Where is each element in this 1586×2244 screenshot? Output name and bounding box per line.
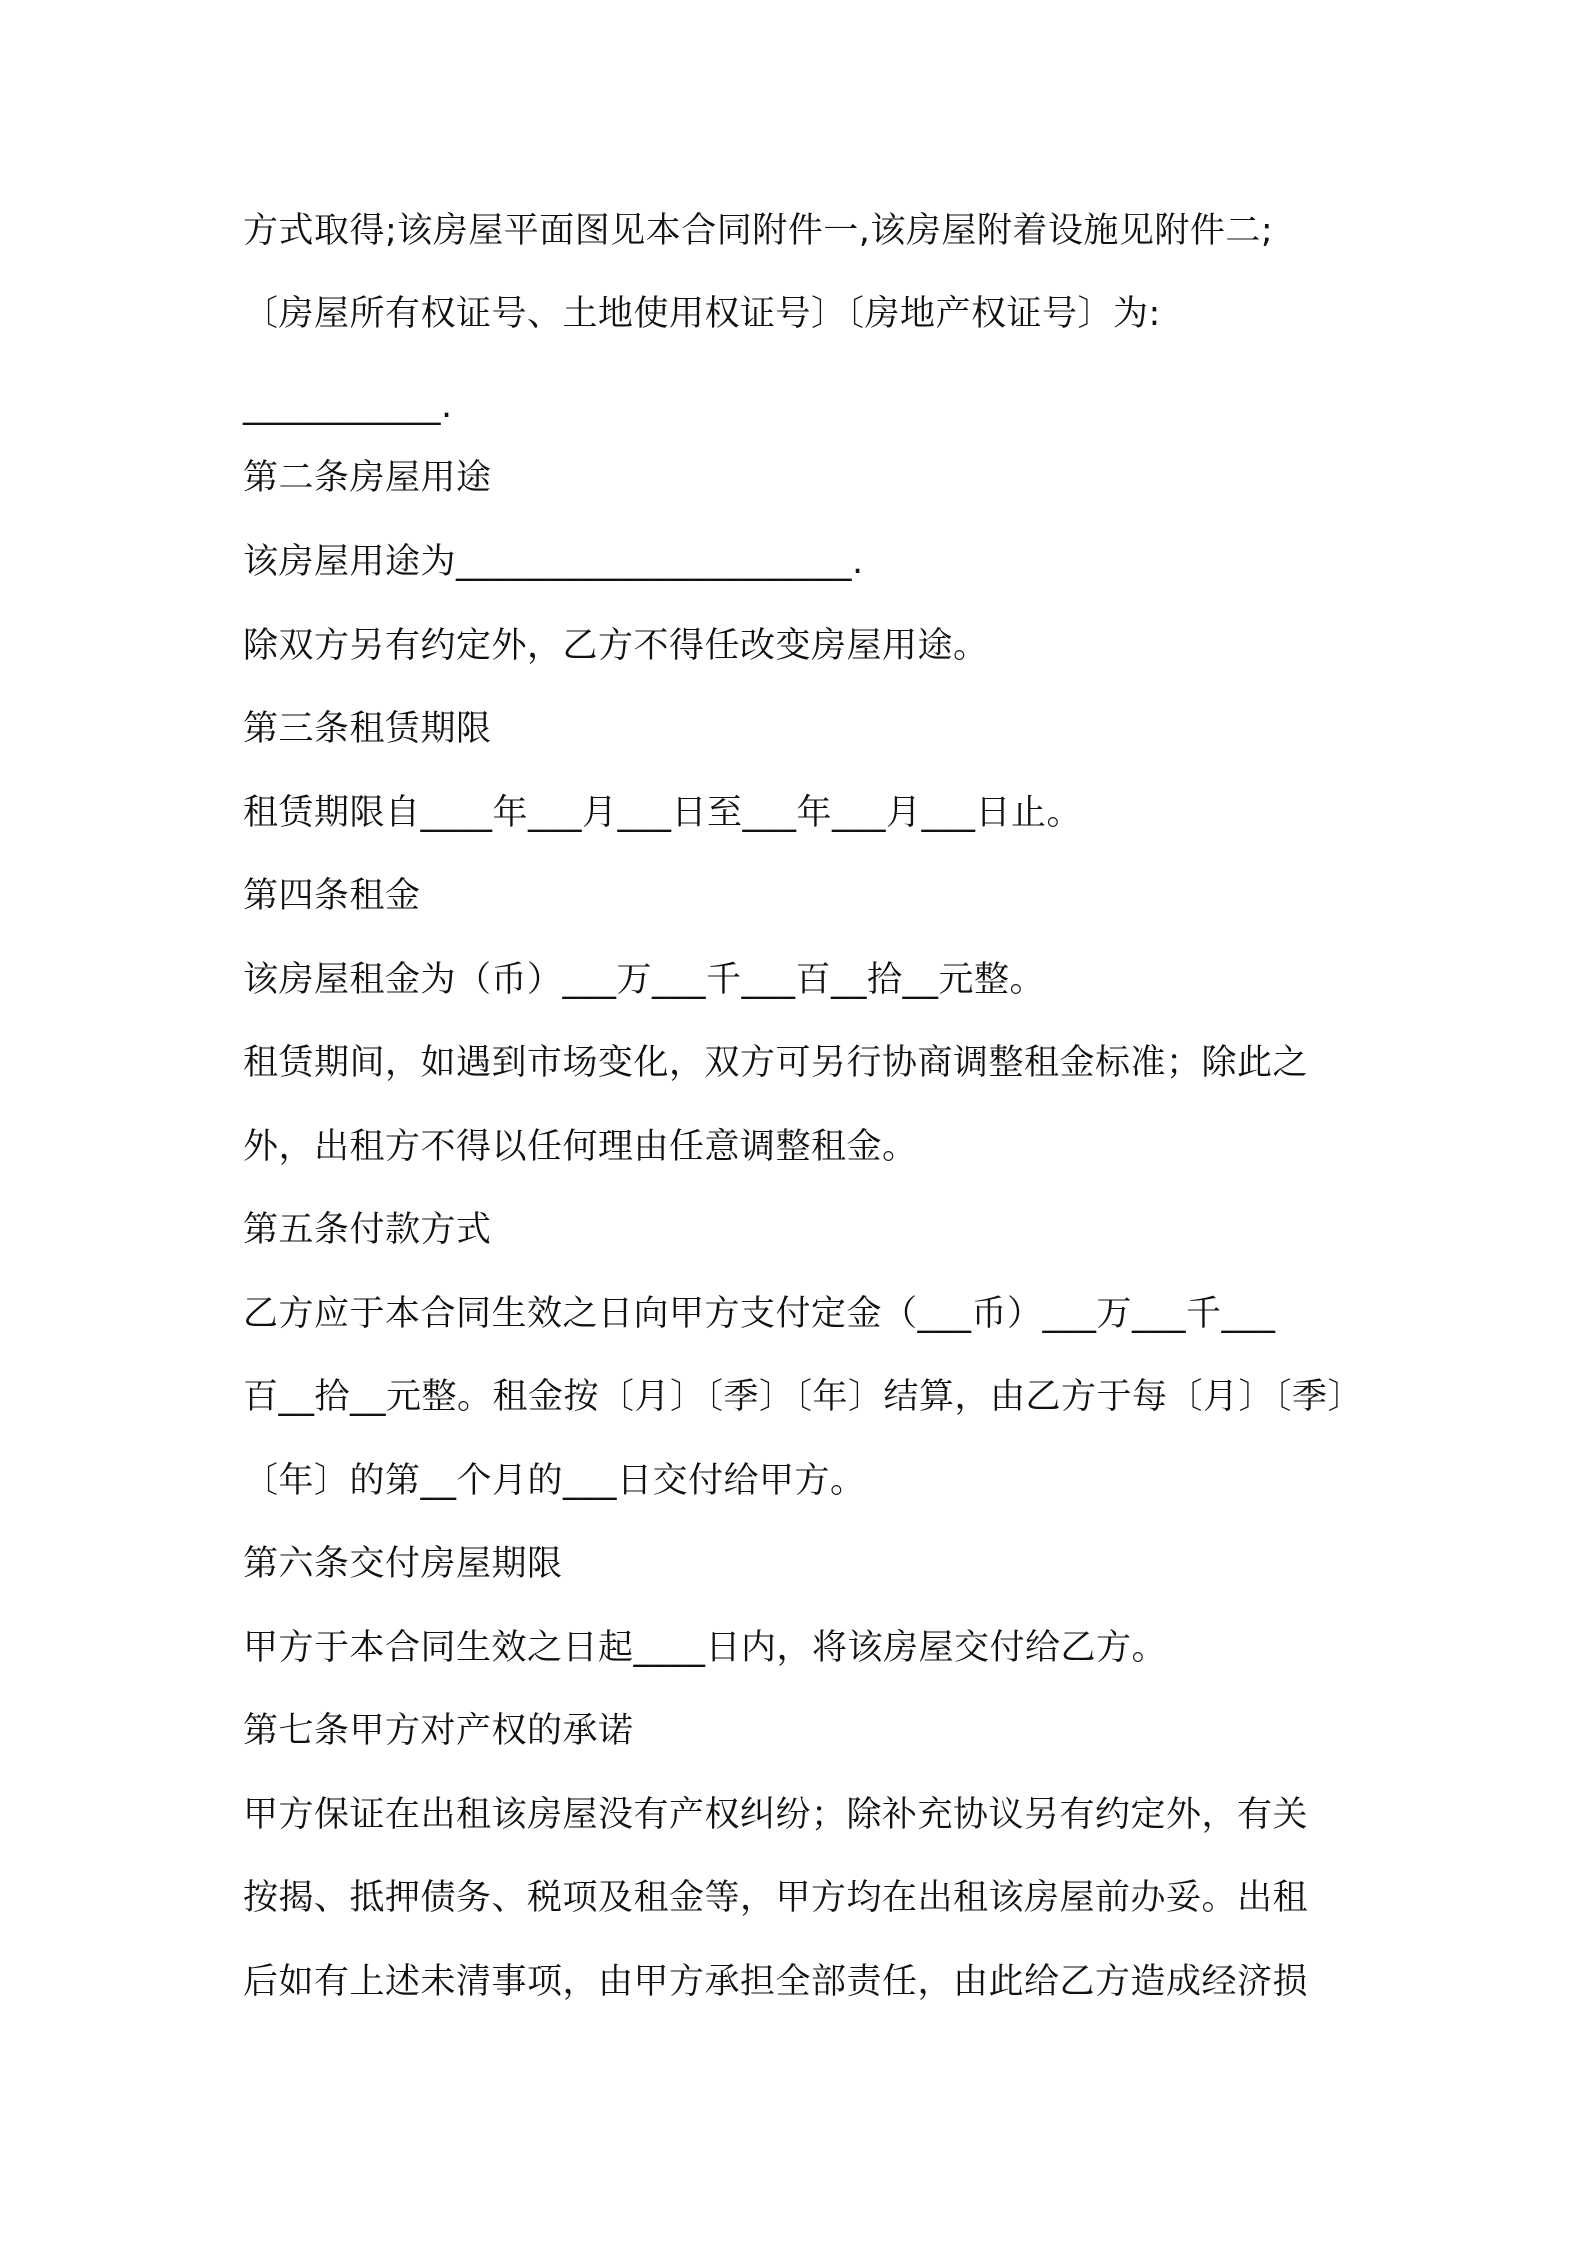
text-line: 租赁期限自____年___月___日至___年___月___日止。: [243, 793, 1083, 833]
text-line: 方式取得;该房屋平面图见本合同附件一,该房屋附着设施见附件二;: [243, 211, 1274, 251]
section-heading: 第四条租金: [243, 876, 421, 916]
text-line: 外，出租方不得以任何理由任意调整租金。: [243, 1127, 918, 1167]
text-line: 除双方另有约定外，乙方不得任改变房屋用途。: [243, 626, 989, 666]
text-line: 租赁期间，如遇到市场变化，双方可另行协商调整租金标准；除此之: [243, 1043, 1309, 1083]
section-heading: 第五条付款方式: [243, 1210, 492, 1250]
text-line: 后如有上述未清事项，由甲方承担全部责任，由此给乙方造成经济损: [243, 1962, 1309, 2002]
section-heading: 第二条房屋用途: [243, 458, 492, 498]
text-line: 甲方于本合同生效之日起____日内，将该房屋交付给乙方。: [243, 1628, 1168, 1668]
text-line: 该房屋用途为______________________.: [243, 542, 864, 582]
blank-line: ___________.: [243, 386, 453, 426]
text-line: 该房屋租金为（币）___万___千___百__拾__元整。: [243, 960, 1046, 1000]
text-line: 按揭、抵押债务、税项及租金等，甲方均在出租该房屋前办妥。出租: [243, 1878, 1309, 1918]
text-line: 〔房屋所有权证号、土地使用权证号〕〔房地产权证号〕为:: [243, 294, 1161, 334]
text-line: 甲方保证在出租该房屋没有产权纠纷；除补充协议另有约定外，有关: [243, 1795, 1309, 1835]
text-line: 乙方应于本合同生效之日向甲方支付定金（___币）___万___千___: [243, 1294, 1276, 1334]
section-heading: 第三条租赁期限: [243, 709, 492, 749]
section-heading: 第六条交付房屋期限: [243, 1544, 563, 1584]
text-line: 〔年〕的第__个月的___日交付给甲方。: [243, 1461, 866, 1501]
section-heading: 第七条甲方对产权的承诺: [243, 1711, 634, 1751]
text-line: 百__拾__元整。租金按〔月〕〔季〕〔年〕结算，由乙方于每〔月〕〔季〕: [243, 1377, 1364, 1417]
